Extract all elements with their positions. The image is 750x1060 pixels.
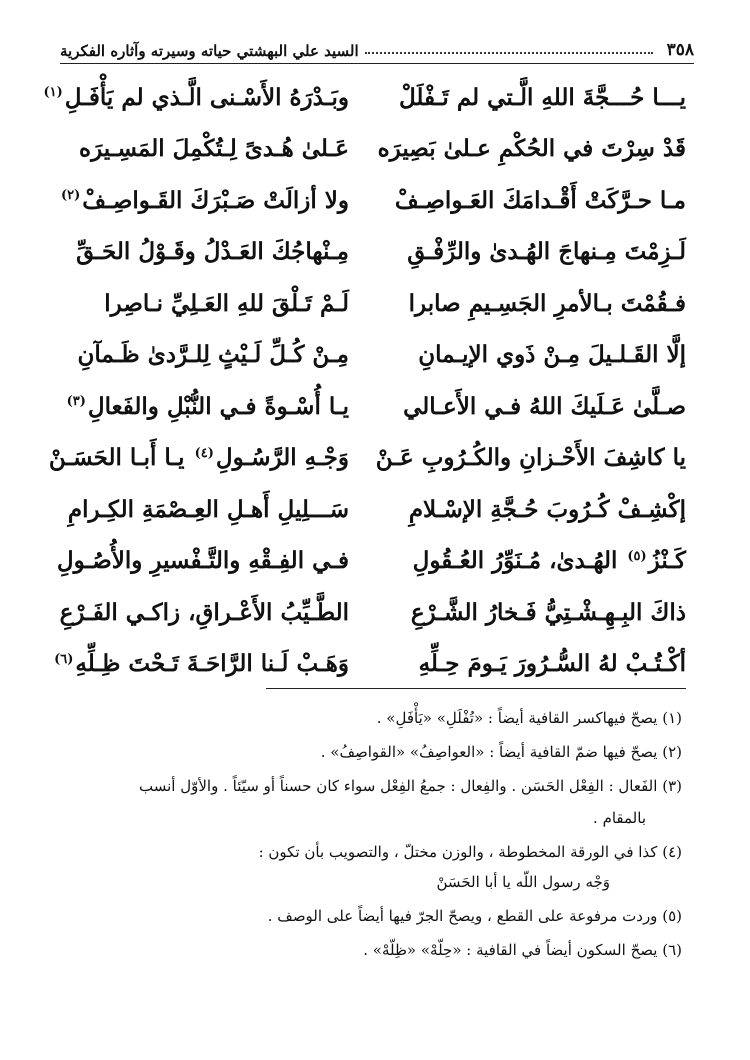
- hemistich-text: لَـمْ تَـلْقَ للهِ العَـلِيِّ نـاصِرا: [104, 289, 349, 317]
- verse-right-hemistich: [377, 84, 694, 112]
- verse-row: [56, 536, 694, 588]
- footnote: [60, 706, 692, 730]
- hemistich-text: الطَّـيِّبُ الأَعْـراقِ، زاكـي الفَـرْعِ: [59, 598, 349, 626]
- hemistich-text: الهُـدىٰ، مُـنَوِّرُ العُـقُولِ: [412, 547, 618, 575]
- verse-right-hemistich: [377, 238, 694, 266]
- verse-right-hemistich: [377, 187, 694, 215]
- verse-left-hemistich: [60, 238, 377, 266]
- verse-left-hemistich: [43, 83, 377, 112]
- verse-row: [60, 278, 694, 330]
- verse-right-hemistich: [377, 290, 694, 318]
- verse-row: [60, 227, 694, 279]
- verse-right-hemistich: [377, 135, 694, 163]
- footnote-text: وردت مرفوعة على القطع ، ويصحّ الجرّ فيها أيضاً على الوصف .: [267, 907, 658, 925]
- poem: [43, 72, 694, 690]
- verse-left-hemistich: [60, 496, 377, 524]
- verse-right-hemistich: [377, 496, 694, 524]
- verse-right-hemistich: [377, 599, 694, 627]
- verse-left-hemistich: [60, 135, 377, 163]
- header-dotted-leader: [365, 52, 653, 54]
- verse-row: [48, 433, 694, 485]
- footnote-number: (٦): [662, 941, 682, 959]
- verse-left-hemistich: [60, 290, 377, 318]
- footnote: [60, 938, 692, 962]
- hemistich-text: عَـلىٰ هُـدىً لِـتُكْمِلَ المَسِـيرَه: [79, 135, 349, 163]
- footnote: [60, 904, 692, 928]
- verse-left-hemistich: [60, 187, 377, 215]
- verse-row: [60, 587, 694, 639]
- hemistich-text: مـا حـرَّكَتْ أَقْـدامَكَ العَـواصِـفْ: [394, 186, 686, 214]
- verse-row: [43, 72, 694, 124]
- hemistich-text: وَهَـبْ لَـنا الرَّاحَـةَ تَـحْتَ ظِـلِّهِ: [75, 650, 349, 678]
- hemistich-text: يا كاشِفَ الأَحْـزانِ والكُـرُوبِ عَـنْ: [375, 444, 686, 472]
- hemistich-text: وبَـدْرَهُ الأَسْـنى الَّـذي لم يَأْفَـلِ: [64, 83, 349, 111]
- hemistich-text: وَجْـهِ الرَّسُـولِ: [215, 444, 349, 472]
- verse-right-hemistich: [377, 547, 694, 575]
- verse-row: [60, 330, 694, 382]
- footnote-ref: (٣): [66, 394, 86, 410]
- hemistich-text: ذاكَ البِـهِـشْـتِيُّ فَـخارُ الشَّـرْعِ: [410, 598, 686, 626]
- hemistich-text: مِـنْهاجُكَ العَـدْلُ وقَـوْلُ الحَـقِّ: [76, 238, 349, 266]
- footnotes: [60, 706, 692, 972]
- verse-row: [60, 175, 694, 227]
- hemistich-text: يـــا حُـــجَّةَ اللهِ الَّـتي لم تَـفْلَلْ: [399, 83, 686, 111]
- hemistich-text: قَدْ سِرْتَ في الحُكْمِ عـلىٰ بَصِيرَه: [377, 135, 686, 163]
- verse-right-hemistich: [377, 341, 694, 369]
- footnote-number: (٤): [662, 843, 682, 861]
- footnote-ref: (٢): [61, 188, 81, 204]
- hemistich-text: لَـزِمْتَ مِـنهاجَ الهُـدىٰ والرِّفْـقِ: [407, 238, 686, 266]
- footnote-text: الفَعال : الفِعْل الحَسَن . والفِعال : جمعُ الفِعْل سواء كان حسناً أو سيّئاً . والأوّل أنسب: [139, 777, 658, 795]
- verse-right-hemistich: [377, 444, 694, 472]
- footnote: [60, 774, 692, 830]
- footnote-number: (٢): [662, 743, 682, 761]
- footnote: [60, 840, 692, 894]
- verse-left-hemistich: [60, 599, 377, 627]
- hemistich-text: كَـنْزُ: [648, 547, 686, 575]
- hemistich-text: يـا أَبـا الحَسَـنْ: [48, 444, 185, 472]
- verse-left-hemistich: [48, 444, 377, 472]
- page-header: [60, 34, 694, 64]
- footnote-number: (٣): [662, 777, 682, 795]
- footnote-ref: (٥): [627, 548, 647, 564]
- footnote-text: يصحّ فيها ضمّ القافية أيضاً : «العواصِفُ» «القواصِفُ» .: [320, 743, 658, 761]
- footnote-text: يصحّ فيهاكسر القافية أيضاً : «تُفْلَلِ» «يَأْفَلِ» .: [376, 709, 658, 727]
- hemistich-text: إلَّا القَـلـيلَ مِـنْ ذَوي الإيـمانِ: [418, 341, 686, 369]
- hemistich-text: أكْـتُـبْ لهُ السُّـرُورَ يَـومَ حِـلِّهِ: [418, 650, 686, 678]
- verse-right-hemistich: [377, 393, 694, 421]
- verse-row: [54, 639, 694, 691]
- footnote: [60, 740, 692, 764]
- verse-left-hemistich: [54, 650, 377, 678]
- verse-left-hemistich: [60, 393, 377, 421]
- hemistich-text: مِـنْ كُـلِّ لَـيْثٍ لِلـرَّدىٰ ظَـمآنِ: [77, 341, 349, 369]
- running-title: السيد علي البهشتي حياته وسيرته وآثاره الفكرية: [60, 42, 359, 60]
- footnote-ref: (٤): [194, 445, 214, 461]
- verse-row: [60, 484, 694, 536]
- verse-right-hemistich: [377, 650, 694, 678]
- footnote-divider: [266, 688, 686, 689]
- hemistich-text: فـي الفِـقْهِ والتَّـفْسيرِ والأُصُـولِ: [56, 547, 349, 575]
- hemistich-text: إكْشِـفْ كُـرُوبَ حُـجَّةِ الإسْـلامِ: [408, 495, 686, 523]
- page-number: ٣٥٨: [666, 40, 694, 60]
- footnote-number: (٥): [662, 907, 682, 925]
- verse-left-hemistich: [56, 547, 377, 575]
- hemistich-text: سَـــلِيلِ أَهـلِ العِـصْمَةِ الكِـرامِ: [67, 495, 349, 523]
- footnote-text: كذا في الورقة المخطوطة ، والوزن مختلّ ، والتصويب بأن تكون :: [258, 843, 658, 861]
- verse-row: [60, 124, 694, 176]
- hemistich-text: يـا أُسْـوةً فـي النُّبْلِ والفَعالِ: [87, 392, 349, 420]
- footnote-number: (١): [662, 709, 682, 727]
- hemistich-text: ولا أزالَتْ صَـبْرَكَ القَـواصِـفْ: [82, 186, 349, 214]
- footnote-text: يصحّ السكون أيضاً في القافية : «حِلّهْ» «ظِلّهْ» .: [363, 941, 658, 959]
- footnote-quote: وَجْه رسول اللّه يا أبا الحَسَنْ: [436, 873, 610, 891]
- footnote-continuation: بالمقام .: [593, 809, 646, 827]
- verse-row: [60, 381, 694, 433]
- verse-left-hemistich: [60, 341, 377, 369]
- hemistich-text: فـقُمْتَ بـالأمرِ الجَسِـيمِ صابرا: [408, 289, 686, 317]
- footnote-ref: (١): [43, 85, 63, 101]
- hemistich-text: صـلَّىٰ عَـلَيكَ اللهُ فـي الأَعـالي: [403, 392, 686, 420]
- footnote-ref: (٦): [54, 651, 74, 667]
